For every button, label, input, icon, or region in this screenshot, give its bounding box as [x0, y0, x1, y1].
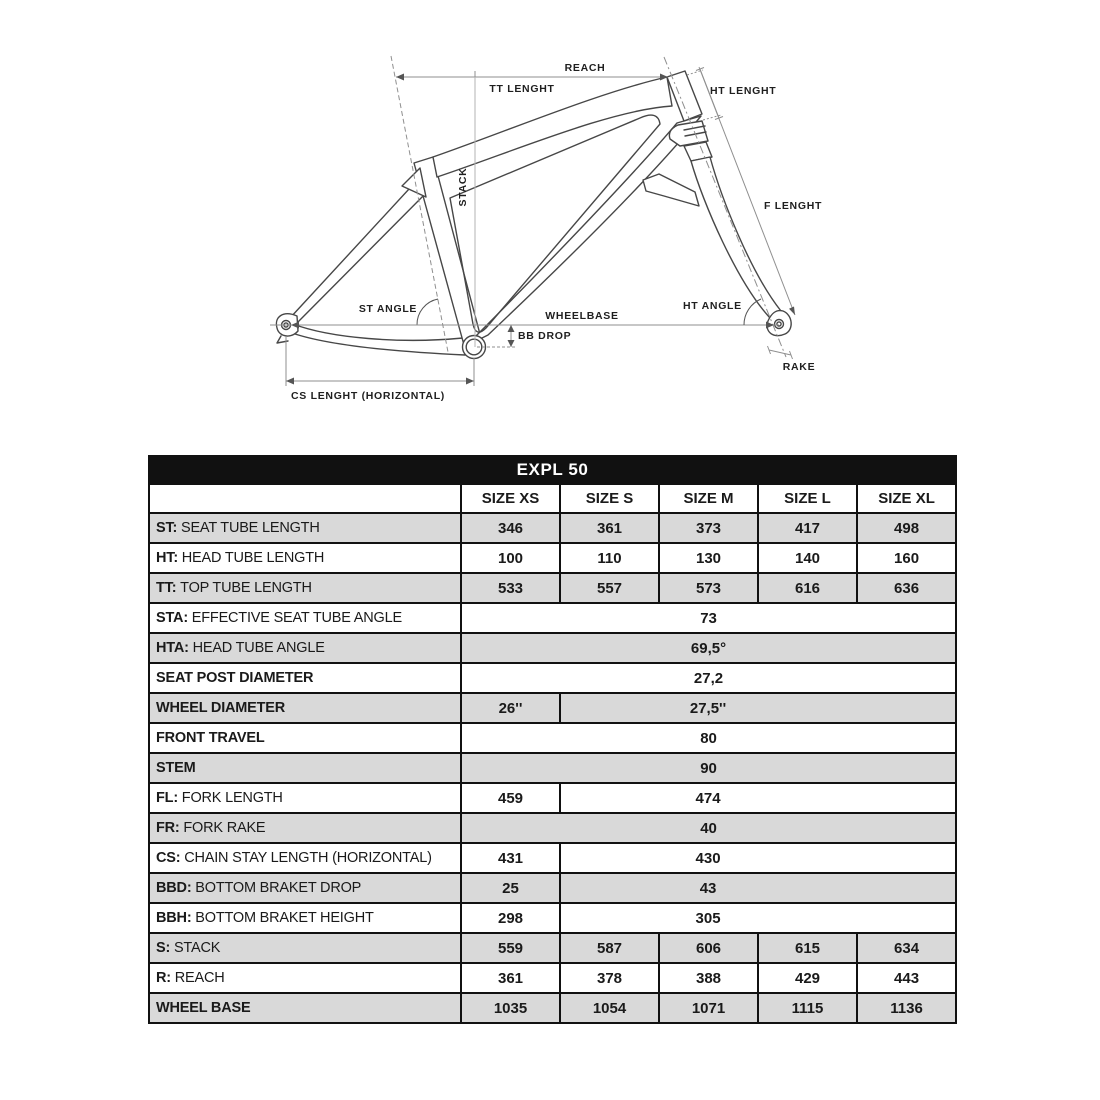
value-cell: 557 [560, 573, 659, 603]
row-label: S: STACK [149, 933, 461, 963]
col-header-size-m: SIZE M [659, 484, 758, 513]
row-label: R: REACH [149, 963, 461, 993]
value-cell-merged: 305 [560, 903, 956, 933]
value-cell: 110 [560, 543, 659, 573]
value-cell: 573 [659, 573, 758, 603]
table-row [149, 903, 956, 933]
frame-outline [276, 71, 791, 359]
value-cell: 346 [461, 513, 560, 543]
value-cell: 388 [659, 963, 758, 993]
row-label: HTA: HEAD TUBE ANGLE [149, 633, 461, 663]
value-cell: 616 [758, 573, 857, 603]
value-cell: 1136 [857, 993, 956, 1023]
value-cell: 587 [560, 933, 659, 963]
value-cell-xs: 25 [461, 873, 560, 903]
table-row [149, 693, 956, 723]
row-label: SEAT POST DIAMETER [149, 663, 461, 693]
table-row [149, 753, 956, 783]
row-label: FR: FORK RAKE [149, 813, 461, 843]
value-cell-merged: 43 [560, 873, 956, 903]
table-row [149, 603, 956, 633]
table-row [149, 723, 956, 753]
value-cell-merged: 430 [560, 843, 956, 873]
value-cell: 1035 [461, 993, 560, 1023]
label-cs-length: CS LENGHT (HORIZONTAL) [290, 390, 446, 402]
value-cell-merged: 73 [461, 603, 956, 633]
col-header-size-l: SIZE L [758, 484, 857, 513]
value-cell-xs: 431 [461, 843, 560, 873]
value-cell-merged: 474 [560, 783, 956, 813]
table-row [149, 963, 956, 993]
table-row [149, 813, 956, 843]
table-row [149, 933, 956, 963]
table-row [149, 633, 956, 663]
fork-brace [643, 174, 699, 206]
value-cell: 378 [560, 963, 659, 993]
value-cell: 417 [758, 513, 857, 543]
table-title-row [149, 456, 956, 484]
value-cell-merged: 27,5'' [560, 693, 956, 723]
value-cell: 373 [659, 513, 758, 543]
col-header-size-s: SIZE S [560, 484, 659, 513]
row-label: TT: TOP TUBE LENGTH [149, 573, 461, 603]
row-label: WHEEL DIAMETER [149, 693, 461, 723]
row-label: WHEEL BASE [149, 993, 461, 1023]
row-label: BBD: BOTTOM BRAKET DROP [149, 873, 461, 903]
value-cell-xs: 26'' [461, 693, 560, 723]
row-label: ST: SEAT TUBE LENGTH [149, 513, 461, 543]
table-row [149, 513, 956, 543]
col-header-size-xs: SIZE XS [461, 484, 560, 513]
value-cell: 559 [461, 933, 560, 963]
geometry-table [148, 455, 957, 1024]
row-label: CS: CHAIN STAY LENGTH (HORIZONTAL) [149, 843, 461, 873]
table-row [149, 993, 956, 1023]
frame-diagram [0, 0, 1100, 450]
table-row [149, 663, 956, 693]
label-reach: REACH [564, 62, 606, 74]
label-rake: RAKE [782, 361, 816, 373]
value-cell: 1071 [659, 993, 758, 1023]
value-cell: 140 [758, 543, 857, 573]
value-cell: 498 [857, 513, 956, 543]
value-cell: 160 [857, 543, 956, 573]
label-ht-length: HT LENGHT [710, 85, 777, 97]
value-cell-xs: 459 [461, 783, 560, 813]
col-header-size-xl: SIZE XL [857, 484, 956, 513]
value-cell: 443 [857, 963, 956, 993]
table-title: EXPL 50 [149, 456, 956, 484]
value-cell: 634 [857, 933, 956, 963]
value-cell-merged: 40 [461, 813, 956, 843]
value-cell-merged: 27,2 [461, 663, 956, 693]
value-cell-merged: 69,5° [461, 633, 956, 663]
row-label: FRONT TRAVEL [149, 723, 461, 753]
value-cell: 429 [758, 963, 857, 993]
value-cell: 100 [461, 543, 560, 573]
table-row [149, 873, 956, 903]
label-st-angle: ST ANGLE [358, 303, 418, 315]
label-wheelbase: WHEELBASE [545, 310, 619, 322]
row-label: BBH: BOTTOM BRAKET HEIGHT [149, 903, 461, 933]
value-cell-merged: 90 [461, 753, 956, 783]
fork-leg [691, 157, 781, 318]
table-row [149, 843, 956, 873]
size-header-row [149, 484, 956, 513]
label-tt-length: TT LENGHT [489, 83, 555, 95]
chain-stays [292, 324, 465, 355]
value-cell: 533 [461, 573, 560, 603]
label-bb-drop: BB DROP [518, 330, 572, 342]
label-f-length: F LENGHT [764, 200, 823, 212]
row-label: FL: FORK LENGTH [149, 783, 461, 813]
value-cell: 615 [758, 933, 857, 963]
value-cell: 636 [857, 573, 956, 603]
value-cell: 606 [659, 933, 758, 963]
row-label: STA: EFFECTIVE SEAT TUBE ANGLE [149, 603, 461, 633]
row-label: HT: HEAD TUBE LENGTH [149, 543, 461, 573]
table-row [149, 573, 956, 603]
value-cell-merged: 80 [461, 723, 956, 753]
value-cell: 361 [461, 963, 560, 993]
value-cell: 1054 [560, 993, 659, 1023]
row-label: STEM [149, 753, 461, 783]
table-row [149, 783, 956, 813]
label-ht-angle: HT ANGLE [683, 300, 742, 312]
value-cell: 361 [560, 513, 659, 543]
empty-header-cell [149, 484, 461, 513]
label-stack: STACK [457, 167, 469, 207]
value-cell: 1115 [758, 993, 857, 1023]
value-cell-xs: 298 [461, 903, 560, 933]
value-cell: 130 [659, 543, 758, 573]
table-row [149, 543, 956, 573]
